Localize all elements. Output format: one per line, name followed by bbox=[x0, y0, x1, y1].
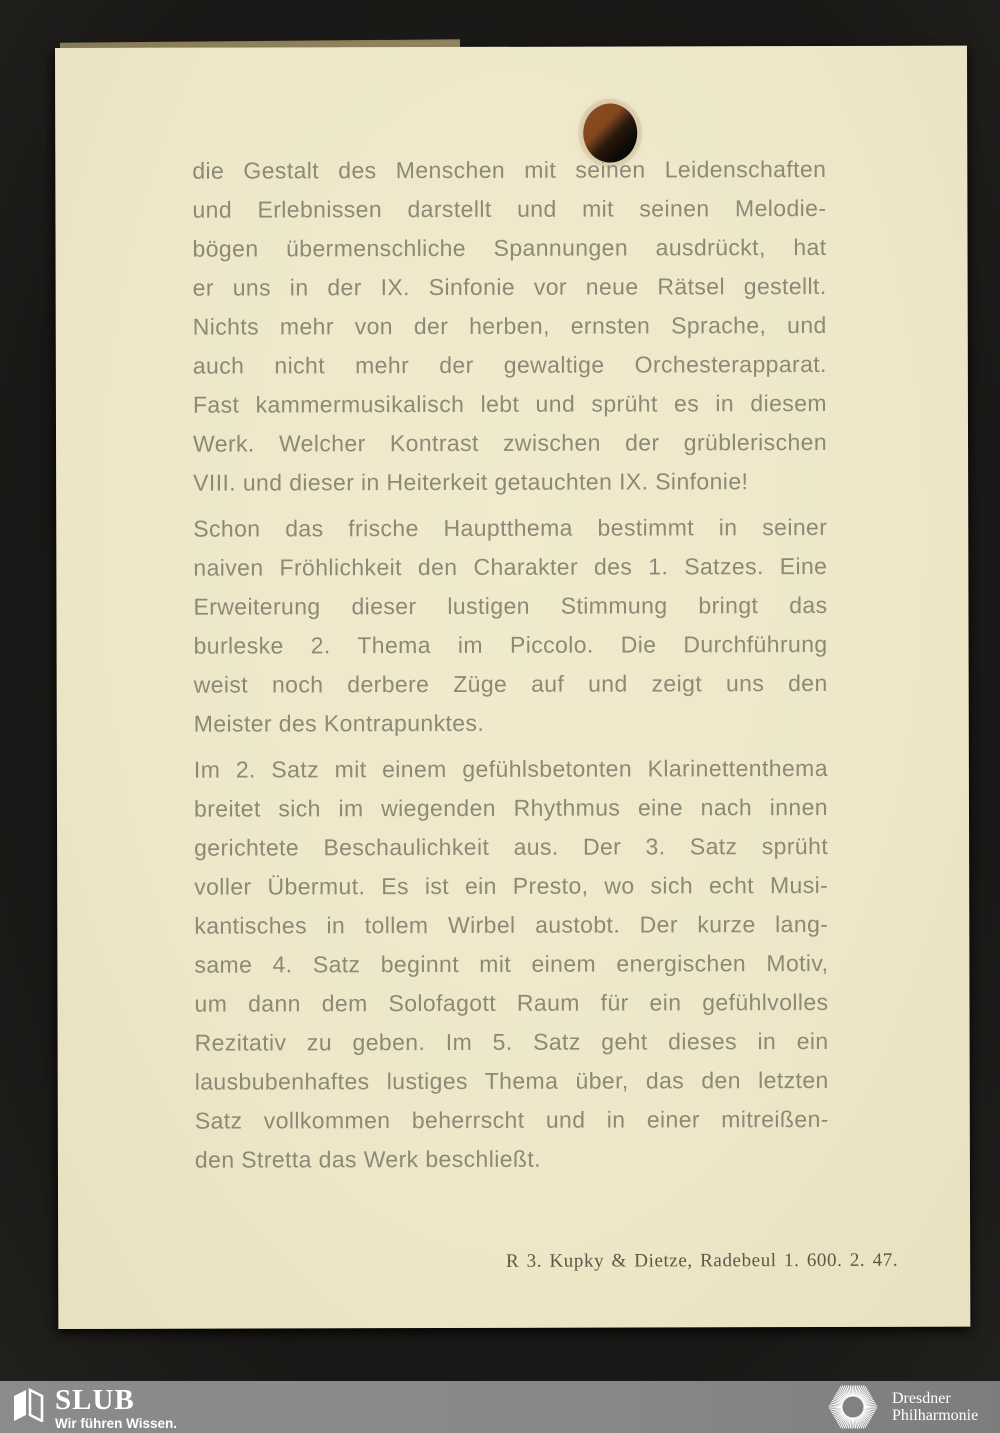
text-line: auch nicht mehr der gewaltige Orchesterapparat. bbox=[192, 350, 827, 379]
text-line: same 4. Satz beginnt mit einem energischen Motiv, bbox=[194, 949, 829, 978]
scanned-page bbox=[55, 46, 970, 1329]
text-line: um dann dem Solofagott Raum für ein gefühlvolles bbox=[194, 988, 829, 1017]
philharmonie-name bbox=[892, 1390, 992, 1425]
philharmonie-name-line2: Philharmonie bbox=[892, 1407, 979, 1424]
text-line: gerichtete Beschaulichkeit aus. Der 3. Satz sprüht bbox=[194, 832, 829, 861]
text-line: er uns in der IX. Sinfonie vor neue Rätsel gestellt. bbox=[192, 272, 827, 301]
sunburst-icon bbox=[823, 1381, 883, 1433]
text-line: naiven Fröhlichkeit den Charakter des 1. Satzes. Eine bbox=[193, 552, 828, 581]
slub-text-block bbox=[55, 1386, 177, 1431]
text-line: bögen übermenschliche Spannungen ausdrückt, hat bbox=[192, 233, 827, 262]
text-line: burleske 2. Thema im Piccolo. Die Durchführung bbox=[193, 630, 828, 659]
text-line: kantisches in tollem Wirbel austobt. Der kurze lang- bbox=[194, 910, 829, 939]
text-line: Meister des Kontrapunktes. bbox=[193, 709, 485, 737]
page-text bbox=[192, 150, 829, 1180]
text-line: Nichts mehr von der herben, ernsten Sprache, und bbox=[192, 311, 827, 340]
text-line: Fast kammermusikalisch lebt und sprüht es in diesem bbox=[192, 389, 827, 418]
text-line: breitet sich im wiegenden Rhythmus eine nach innen bbox=[193, 793, 829, 822]
philharmonie-logo bbox=[823, 1381, 992, 1433]
text-line: und Erlebnissen darstellt und mit seinen Melodie- bbox=[192, 194, 827, 223]
text-line: VIII. und dieser in Heiterkeit getauchten IX. Sinfonie! bbox=[193, 468, 749, 496]
text-line: Schon das frische Hauptthema bestimmt in seiner bbox=[193, 513, 828, 542]
open-book-icon bbox=[12, 1388, 44, 1422]
text-line: weist noch derbere Züge auf und zeigt uns den bbox=[193, 669, 828, 698]
slub-tagline: Wir führen Wissen. bbox=[55, 1416, 178, 1431]
philharmonie-name-line1: Dresdner bbox=[892, 1389, 951, 1407]
paragraph bbox=[193, 508, 828, 744]
text-line: Satz vollkommen beherrscht und in einer mitreißen- bbox=[194, 1105, 829, 1134]
paragraph bbox=[194, 749, 829, 1180]
text-line: Rezitativ zu geben. Im 5. Satz geht dieses in ein bbox=[194, 1027, 829, 1056]
paragraph bbox=[192, 150, 827, 503]
slub-wordmark: SLUB bbox=[55, 1384, 135, 1416]
printer-imprint: R 3. Kupky & Dietze, Radebeul 1. 600. 2. 47. bbox=[505, 1249, 899, 1272]
text-line: den Stretta das Werk beschließt. bbox=[194, 1145, 541, 1173]
text-line: voller Übermut. Es ist ein Presto, wo sich echt Musi- bbox=[194, 871, 829, 900]
footer-bar bbox=[0, 1381, 1000, 1433]
text-line: Erweiterung dieser lustigen Stimmung bringt das bbox=[193, 591, 828, 620]
text-line: die Gestalt des Menschen mit seinen Leidenschaften bbox=[192, 155, 827, 184]
slub-logo bbox=[12, 1386, 177, 1431]
text-line: Werk. Welcher Kontrast zwischen der grüblerischen bbox=[193, 428, 828, 457]
text-line: lausbubenhaftes lustiges Thema über, das den letzten bbox=[194, 1066, 829, 1095]
text-line: Im 2. Satz mit einem gefühlsbetonten Klarinettenthema bbox=[193, 754, 828, 783]
